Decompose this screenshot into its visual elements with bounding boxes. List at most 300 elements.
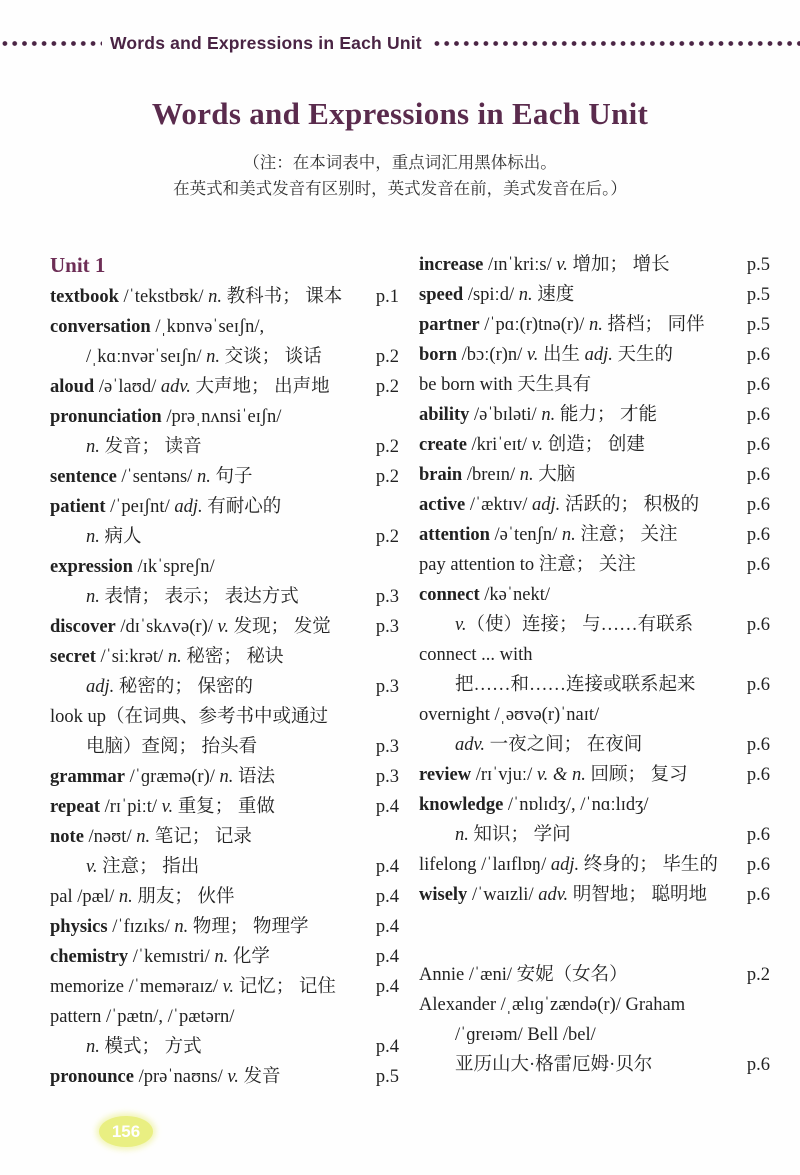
page-ref: p.3 xyxy=(375,677,399,697)
vocab-text xyxy=(50,762,370,792)
vocab-line xyxy=(50,462,399,492)
text-segment: 发音 xyxy=(238,1067,281,1087)
text-segment: /bɔː(r)n/ xyxy=(457,345,527,365)
page-ref: p.2 xyxy=(375,467,399,487)
vocab-text xyxy=(419,850,741,880)
pos-label: v. xyxy=(222,977,235,997)
headword: chemistry xyxy=(50,947,129,967)
text-segment: 秘密； 秘诀 xyxy=(181,647,284,667)
pos-label: n. xyxy=(541,405,556,425)
pos-label: n. xyxy=(167,647,182,667)
text-segment: /dɪˈskʌvə(r)/ xyxy=(115,617,218,637)
text-segment: 能力； 才能 xyxy=(555,405,657,425)
page-ref: p.6 xyxy=(746,675,770,695)
pos-label: v. xyxy=(217,617,229,637)
text-segment: 知识； 学问 xyxy=(468,825,571,845)
page-ref: p.3 xyxy=(375,767,399,787)
text-segment: /breɪn/ xyxy=(462,465,520,485)
vocab-text xyxy=(419,790,764,820)
vocab-text xyxy=(419,460,741,490)
text-segment: connect ... with xyxy=(419,645,533,665)
text-segment: /nəʊt/ xyxy=(83,827,137,847)
vocab-line xyxy=(419,280,770,310)
headword: wisely xyxy=(419,885,468,905)
headword: conversation xyxy=(50,317,151,337)
text-segment: 秘密的； 保密的 xyxy=(114,677,254,697)
vocab-line xyxy=(419,520,770,550)
text-segment: 有耐心的 xyxy=(202,497,282,517)
vocab-text xyxy=(419,880,741,910)
vocab-line xyxy=(50,642,399,672)
vocab-line xyxy=(50,852,399,882)
vocab-line xyxy=(50,942,399,972)
page-ref: p.2 xyxy=(746,965,770,985)
text-segment: 病人 xyxy=(99,527,142,547)
pos-label: n. xyxy=(136,827,151,847)
vocab-line xyxy=(419,960,770,990)
vocab-text xyxy=(50,1062,370,1092)
vocab-line xyxy=(419,340,770,370)
vocab-text xyxy=(50,582,370,612)
text-segment: /əˈtenʃn/ xyxy=(489,525,562,545)
vocab-column-right xyxy=(419,250,770,1092)
vocab-text xyxy=(419,640,764,670)
page-title: Words and Expressions in Each Unit xyxy=(151,96,649,131)
page-ref: p.6 xyxy=(746,765,770,785)
vocab-text xyxy=(50,522,370,552)
pos-label: n. xyxy=(588,315,603,335)
vocab-line xyxy=(419,700,770,730)
pos-label: n. xyxy=(214,947,229,967)
vocab-text xyxy=(50,492,393,522)
page-ref: p.4 xyxy=(375,797,399,817)
headword: active xyxy=(419,495,466,515)
page-ref: p.3 xyxy=(375,617,399,637)
vocab-text xyxy=(50,912,370,942)
text-segment: 语法 xyxy=(233,767,276,787)
text-segment: /kriˈeɪt/ xyxy=(466,435,532,455)
pos-label: adv. xyxy=(160,377,191,397)
text-segment: 大声地； 出声地 xyxy=(190,377,330,397)
text-segment: 表情； 表示； 表达方式 xyxy=(99,587,299,607)
vocab-text xyxy=(50,612,370,642)
text-segment: /rɪˈvjuː/ xyxy=(471,765,537,785)
pos-label: v. xyxy=(526,345,539,365)
text-segment: 明智地； 聪明地 xyxy=(568,885,707,905)
headword: secret xyxy=(50,647,96,667)
pos-label: v. xyxy=(556,255,568,275)
vocab-line xyxy=(419,250,770,280)
text-segment: /prəˌnʌnsiˈeɪʃn/ xyxy=(161,407,282,427)
page-ref: p.2 xyxy=(375,347,399,367)
pos-label: n. xyxy=(196,467,211,487)
vocab-text xyxy=(419,400,741,430)
headword: physics xyxy=(50,917,108,937)
vocab-text xyxy=(419,490,741,520)
vocab-text xyxy=(50,942,370,972)
text-segment: （使）连接； 与……有联系 xyxy=(466,615,694,635)
vocab-line xyxy=(419,430,770,460)
page-ref: p.6 xyxy=(746,615,770,635)
headword: textbook xyxy=(50,287,119,307)
text-segment: 速度 xyxy=(532,285,575,305)
text-segment: 活跃的； 积极的 xyxy=(560,495,700,515)
pos-label: adj. xyxy=(174,497,203,517)
note-line-1: （注：在本词表中，重点词汇用黑体标出。 xyxy=(243,153,557,172)
vocab-text xyxy=(419,250,741,280)
vocab-text xyxy=(419,550,741,580)
text-segment: 教科书； 课本 xyxy=(222,287,343,307)
vocab-text xyxy=(50,552,393,582)
vocab-line xyxy=(50,1032,399,1062)
vocab-text xyxy=(50,462,370,492)
unit-heading: Unit 1 xyxy=(50,253,106,277)
headword: partner xyxy=(419,315,480,335)
vocab-text xyxy=(419,760,741,790)
pos-label: n. xyxy=(219,767,234,787)
vocab-text xyxy=(50,672,370,702)
vocab-line xyxy=(50,312,399,342)
headword: attention xyxy=(419,525,490,545)
text-segment: /ˈfɪzɪks/ xyxy=(107,917,175,937)
pos-label: n. xyxy=(455,825,469,845)
text-segment: 句子 xyxy=(210,467,253,487)
vocab-text xyxy=(50,702,393,732)
text-segment: 模式； 方式 xyxy=(99,1037,202,1057)
headword: pronounce xyxy=(50,1067,134,1087)
text-segment: 把……和……连接或联系起来 xyxy=(455,675,696,695)
vocab-text xyxy=(419,1050,741,1080)
headword: born xyxy=(419,345,458,365)
vocab-line xyxy=(50,972,399,1002)
text-segment: /rɪˈpiːt/ xyxy=(100,797,162,817)
page-ref: p.5 xyxy=(746,285,770,305)
vocab-line xyxy=(50,822,399,852)
text-segment: Annie /ˈæni/ 安妮（女名） xyxy=(419,965,628,985)
vocab-line xyxy=(419,580,770,610)
page-ref: p.4 xyxy=(375,947,399,967)
text-segment: overnight /ˌəʊvə(r)ˈnaɪt/ xyxy=(419,705,600,725)
vocab-text xyxy=(419,370,741,400)
vocab-line xyxy=(419,640,770,670)
vocab-text xyxy=(419,520,741,550)
vocab-list xyxy=(50,250,770,1092)
vocab-line xyxy=(50,282,399,312)
text-segment: /ˈnɒlɪdʒ/, /ˈnɑːlɪdʒ/ xyxy=(503,795,649,815)
vocab-text xyxy=(50,822,393,852)
page-ref: p.4 xyxy=(375,1037,399,1057)
vocab-text xyxy=(419,990,764,1020)
pos-label: n. xyxy=(561,525,576,545)
vocab-line xyxy=(419,880,770,910)
text-segment: /ɪkˈspreʃn/ xyxy=(132,557,215,577)
vocab-text xyxy=(50,1032,370,1062)
text-segment: 物理； 物理学 xyxy=(188,917,309,937)
page-ref: p.6 xyxy=(746,885,770,905)
vocab-line xyxy=(50,552,399,582)
text-segment: /ɪnˈkriːs/ xyxy=(483,255,557,275)
pos-label: adj. xyxy=(584,345,613,365)
vocab-text xyxy=(50,402,393,432)
text-segment: 注意； 关注 xyxy=(575,525,678,545)
vocab-line xyxy=(419,1050,770,1080)
vocab-text xyxy=(50,282,370,312)
vocab-line xyxy=(419,1020,770,1050)
pos-label: v. xyxy=(161,797,174,817)
pos-label: adj. xyxy=(532,495,561,515)
vocab-line xyxy=(50,882,399,912)
text-segment: /ˈpeɪʃnt/ xyxy=(105,497,175,517)
vocab-line xyxy=(419,820,770,850)
text-segment: /kəˈnekt/ xyxy=(479,585,551,605)
vocab-line xyxy=(50,582,399,612)
text-segment: 重复； 重做 xyxy=(173,797,275,817)
headword: expression xyxy=(50,557,133,577)
vocab-text xyxy=(419,310,741,340)
page-ref: p.6 xyxy=(746,405,770,425)
vocab-text xyxy=(50,372,370,402)
headword: sentence xyxy=(50,467,117,487)
vocab-line xyxy=(419,490,770,520)
text-segment: /prəˈnaʊns/ xyxy=(133,1067,228,1087)
pos-label: n. xyxy=(86,1037,100,1057)
vocab-line xyxy=(50,1062,399,1092)
vocab-column-left xyxy=(50,250,399,1092)
text-segment: 发音； 读音 xyxy=(99,437,202,457)
headword: create xyxy=(419,435,467,455)
vocab-line xyxy=(50,702,399,732)
page-ref: p.6 xyxy=(746,435,770,455)
page-ref: p.6 xyxy=(746,495,770,515)
vocab-text xyxy=(419,960,741,990)
page-ref: p.6 xyxy=(746,555,770,575)
text-segment: 记忆； 记住 xyxy=(234,977,336,997)
page-ref: p.1 xyxy=(375,287,399,307)
pos-label: v. xyxy=(227,1067,239,1087)
pos-label: v. xyxy=(455,615,467,635)
text-segment: 增加； 增长 xyxy=(567,255,670,275)
vocab-line xyxy=(50,792,399,822)
vocab-text xyxy=(50,312,393,342)
text-segment: 出生 xyxy=(538,345,585,365)
pos-label: v. xyxy=(86,857,98,877)
text-segment: 回顾； 复习 xyxy=(585,765,688,785)
vocab-text xyxy=(419,670,741,700)
pos-label: adj. xyxy=(86,677,115,697)
text-segment: /ˈwaɪzli/ xyxy=(467,885,539,905)
text-segment: /ˈtekstbʊk/ xyxy=(118,287,209,307)
headword: review xyxy=(419,765,472,785)
page-ref: p.6 xyxy=(746,855,770,875)
text-segment: look up（在词典、参考书中或通过 xyxy=(50,707,329,727)
page-ref: p.3 xyxy=(375,737,399,757)
vocab-text xyxy=(50,792,370,822)
vocab-line xyxy=(50,402,399,432)
text-segment: pattern /ˈpætn/, /ˈpætərn/ xyxy=(50,1007,235,1027)
page-ref: p.4 xyxy=(375,977,399,997)
page-ref: p.2 xyxy=(375,527,399,547)
vocab-line xyxy=(419,550,770,580)
headword: brain xyxy=(419,465,463,485)
headword: note xyxy=(50,827,84,847)
vocab-text xyxy=(419,820,741,850)
page-ref: p.6 xyxy=(746,525,770,545)
text-segment: 笔记； 记录 xyxy=(150,827,252,847)
page-number-badge: 156 xyxy=(99,1116,153,1147)
pos-label: v. xyxy=(531,435,544,455)
dotted-line-right xyxy=(432,40,800,47)
headword: pronunciation xyxy=(50,407,162,427)
vocab-text xyxy=(50,1002,393,1032)
text-segment: /əˈlaʊd/ xyxy=(94,377,161,397)
page-ref: p.5 xyxy=(746,255,770,275)
headword: speed xyxy=(419,285,464,305)
running-header xyxy=(0,31,800,55)
headword: ability xyxy=(419,405,470,425)
vocab-text xyxy=(419,340,741,370)
vocab-line xyxy=(50,522,399,552)
vocab-text xyxy=(419,280,741,310)
text-segment: lifelong /ˈlaɪflɒŋ/ xyxy=(419,855,551,875)
page-ref: p.6 xyxy=(746,825,770,845)
page-ref: p.6 xyxy=(746,375,770,395)
text-segment: 化学 xyxy=(228,947,270,967)
page-ref: p.4 xyxy=(375,887,399,907)
headword: grammar xyxy=(50,767,125,787)
pos-label: n. xyxy=(118,887,133,907)
vocab-text xyxy=(50,852,370,882)
text-segment: /əˈbɪləti/ xyxy=(469,405,542,425)
text-segment: /ˈkemɪstri/ xyxy=(128,947,215,967)
headword: increase xyxy=(419,255,484,275)
page-ref: p.6 xyxy=(746,465,770,485)
vocab-text xyxy=(50,972,370,1002)
headword: connect xyxy=(419,585,480,605)
vocab-line xyxy=(50,492,399,522)
vocab-line xyxy=(50,612,399,642)
vocab-line xyxy=(50,372,399,402)
column-gap xyxy=(419,910,770,960)
text-segment: 注意； 指出 xyxy=(97,857,200,877)
page-ref: p.6 xyxy=(746,345,770,365)
vocab-line xyxy=(50,342,399,372)
text-segment: 朋友； 伙伴 xyxy=(132,887,235,907)
page-ref: p.4 xyxy=(375,857,399,877)
headword: repeat xyxy=(50,797,100,817)
pos-label: n. xyxy=(86,527,100,547)
page-ref: p.2 xyxy=(375,437,399,457)
vocab-line xyxy=(419,370,770,400)
page-ref: p.5 xyxy=(746,315,770,335)
vocab-text xyxy=(50,642,393,672)
text-segment: 亚历山大·格雷厄姆·贝尔 xyxy=(455,1055,653,1075)
headword: patient xyxy=(50,497,106,517)
text-segment: pay attention to 注意； 关注 xyxy=(419,555,636,575)
pos-label: n. xyxy=(519,465,534,485)
text-segment: 发现； 发觉 xyxy=(228,617,331,637)
text-segment: 大脑 xyxy=(533,465,576,485)
page-ref: p.2 xyxy=(375,377,399,397)
text-segment: /ˈɡræmə(r)/ xyxy=(125,767,220,787)
running-header-title: Words and Expressions in Each Unit xyxy=(110,32,422,53)
text-segment: 交谈； 谈话 xyxy=(220,347,322,367)
pos-label: n. xyxy=(208,287,223,307)
note xyxy=(0,150,800,202)
pos-label: adv. xyxy=(538,885,569,905)
vocab-line xyxy=(419,400,770,430)
vocab-text xyxy=(419,580,764,610)
headword: discover xyxy=(50,617,116,637)
text-segment: /ˌkɒnvəˈseɪʃn/, xyxy=(150,317,265,337)
headword: knowledge xyxy=(419,795,504,815)
pos-label: adv. xyxy=(455,735,485,755)
vocab-text xyxy=(419,730,741,760)
page-ref: p.6 xyxy=(746,735,770,755)
text-segment: /ˈpɑː(r)tnə(r)/ xyxy=(479,315,589,335)
vocab-text xyxy=(50,732,370,762)
note-line-2: 在英式和美式发音有区别时，英式发音在前，美式发音在后。） xyxy=(173,179,627,198)
pos-label: n. xyxy=(86,437,100,457)
vocab-text xyxy=(419,700,764,730)
vocab-text xyxy=(419,610,741,640)
text-segment: 天生的 xyxy=(612,345,674,365)
vocab-text xyxy=(419,1020,764,1050)
headword: aloud xyxy=(50,377,95,397)
text-segment: 搭档； 同伴 xyxy=(602,315,705,335)
text-segment: /ˌkɑːnvərˈseɪʃn/ xyxy=(86,347,207,367)
page-ref: p.6 xyxy=(746,1055,770,1075)
text-segment: Alexander /ˌælɪɡˈzændə(r)/ Graham xyxy=(419,995,686,1015)
text-segment: memorize /ˈmeməraɪz/ xyxy=(50,977,223,997)
vocab-line xyxy=(419,760,770,790)
pos-label: n. xyxy=(174,917,189,937)
vocab-line xyxy=(419,460,770,490)
text-segment: /spiːd/ xyxy=(463,285,519,305)
vocab-line xyxy=(419,310,770,340)
vocab-text xyxy=(50,342,370,372)
text-segment: 终身的； 毕生的 xyxy=(579,855,718,875)
vocab-line xyxy=(419,670,770,700)
vocab-line xyxy=(50,762,399,792)
text-segment: 电脑）查阅； 抬头看 xyxy=(86,737,258,757)
text-segment: 一夜之间； 在夜间 xyxy=(484,735,643,755)
page-ref: p.4 xyxy=(375,917,399,937)
vocab-line xyxy=(50,912,399,942)
vocab-line xyxy=(50,732,399,762)
text-segment: /ˈæktɪv/ xyxy=(465,495,533,515)
vocab-line xyxy=(419,730,770,760)
vocab-text xyxy=(50,882,370,912)
page-ref: p.5 xyxy=(375,1067,399,1087)
pos-label: n. xyxy=(518,285,533,305)
pos-label: n. xyxy=(86,587,100,607)
vocab-text xyxy=(50,432,370,462)
pos-label: v. & n. xyxy=(536,765,586,785)
vocab-line xyxy=(50,672,399,702)
vocab-line xyxy=(419,610,770,640)
text-segment: /ˈɡreɪəm/ Bell /bel/ xyxy=(455,1025,596,1045)
pos-label: n. xyxy=(206,347,220,367)
text-segment: /ˈsiːkrət/ xyxy=(95,647,168,667)
vocab-line xyxy=(419,990,770,1020)
text-segment: be born with 天生具有 xyxy=(419,375,592,395)
vocab-line xyxy=(419,850,770,880)
vocab-line xyxy=(50,1002,399,1032)
dotted-line-left xyxy=(0,40,102,47)
pos-label: adj. xyxy=(550,855,580,875)
page-ref: p.3 xyxy=(375,587,399,607)
vocab-text xyxy=(419,430,741,460)
